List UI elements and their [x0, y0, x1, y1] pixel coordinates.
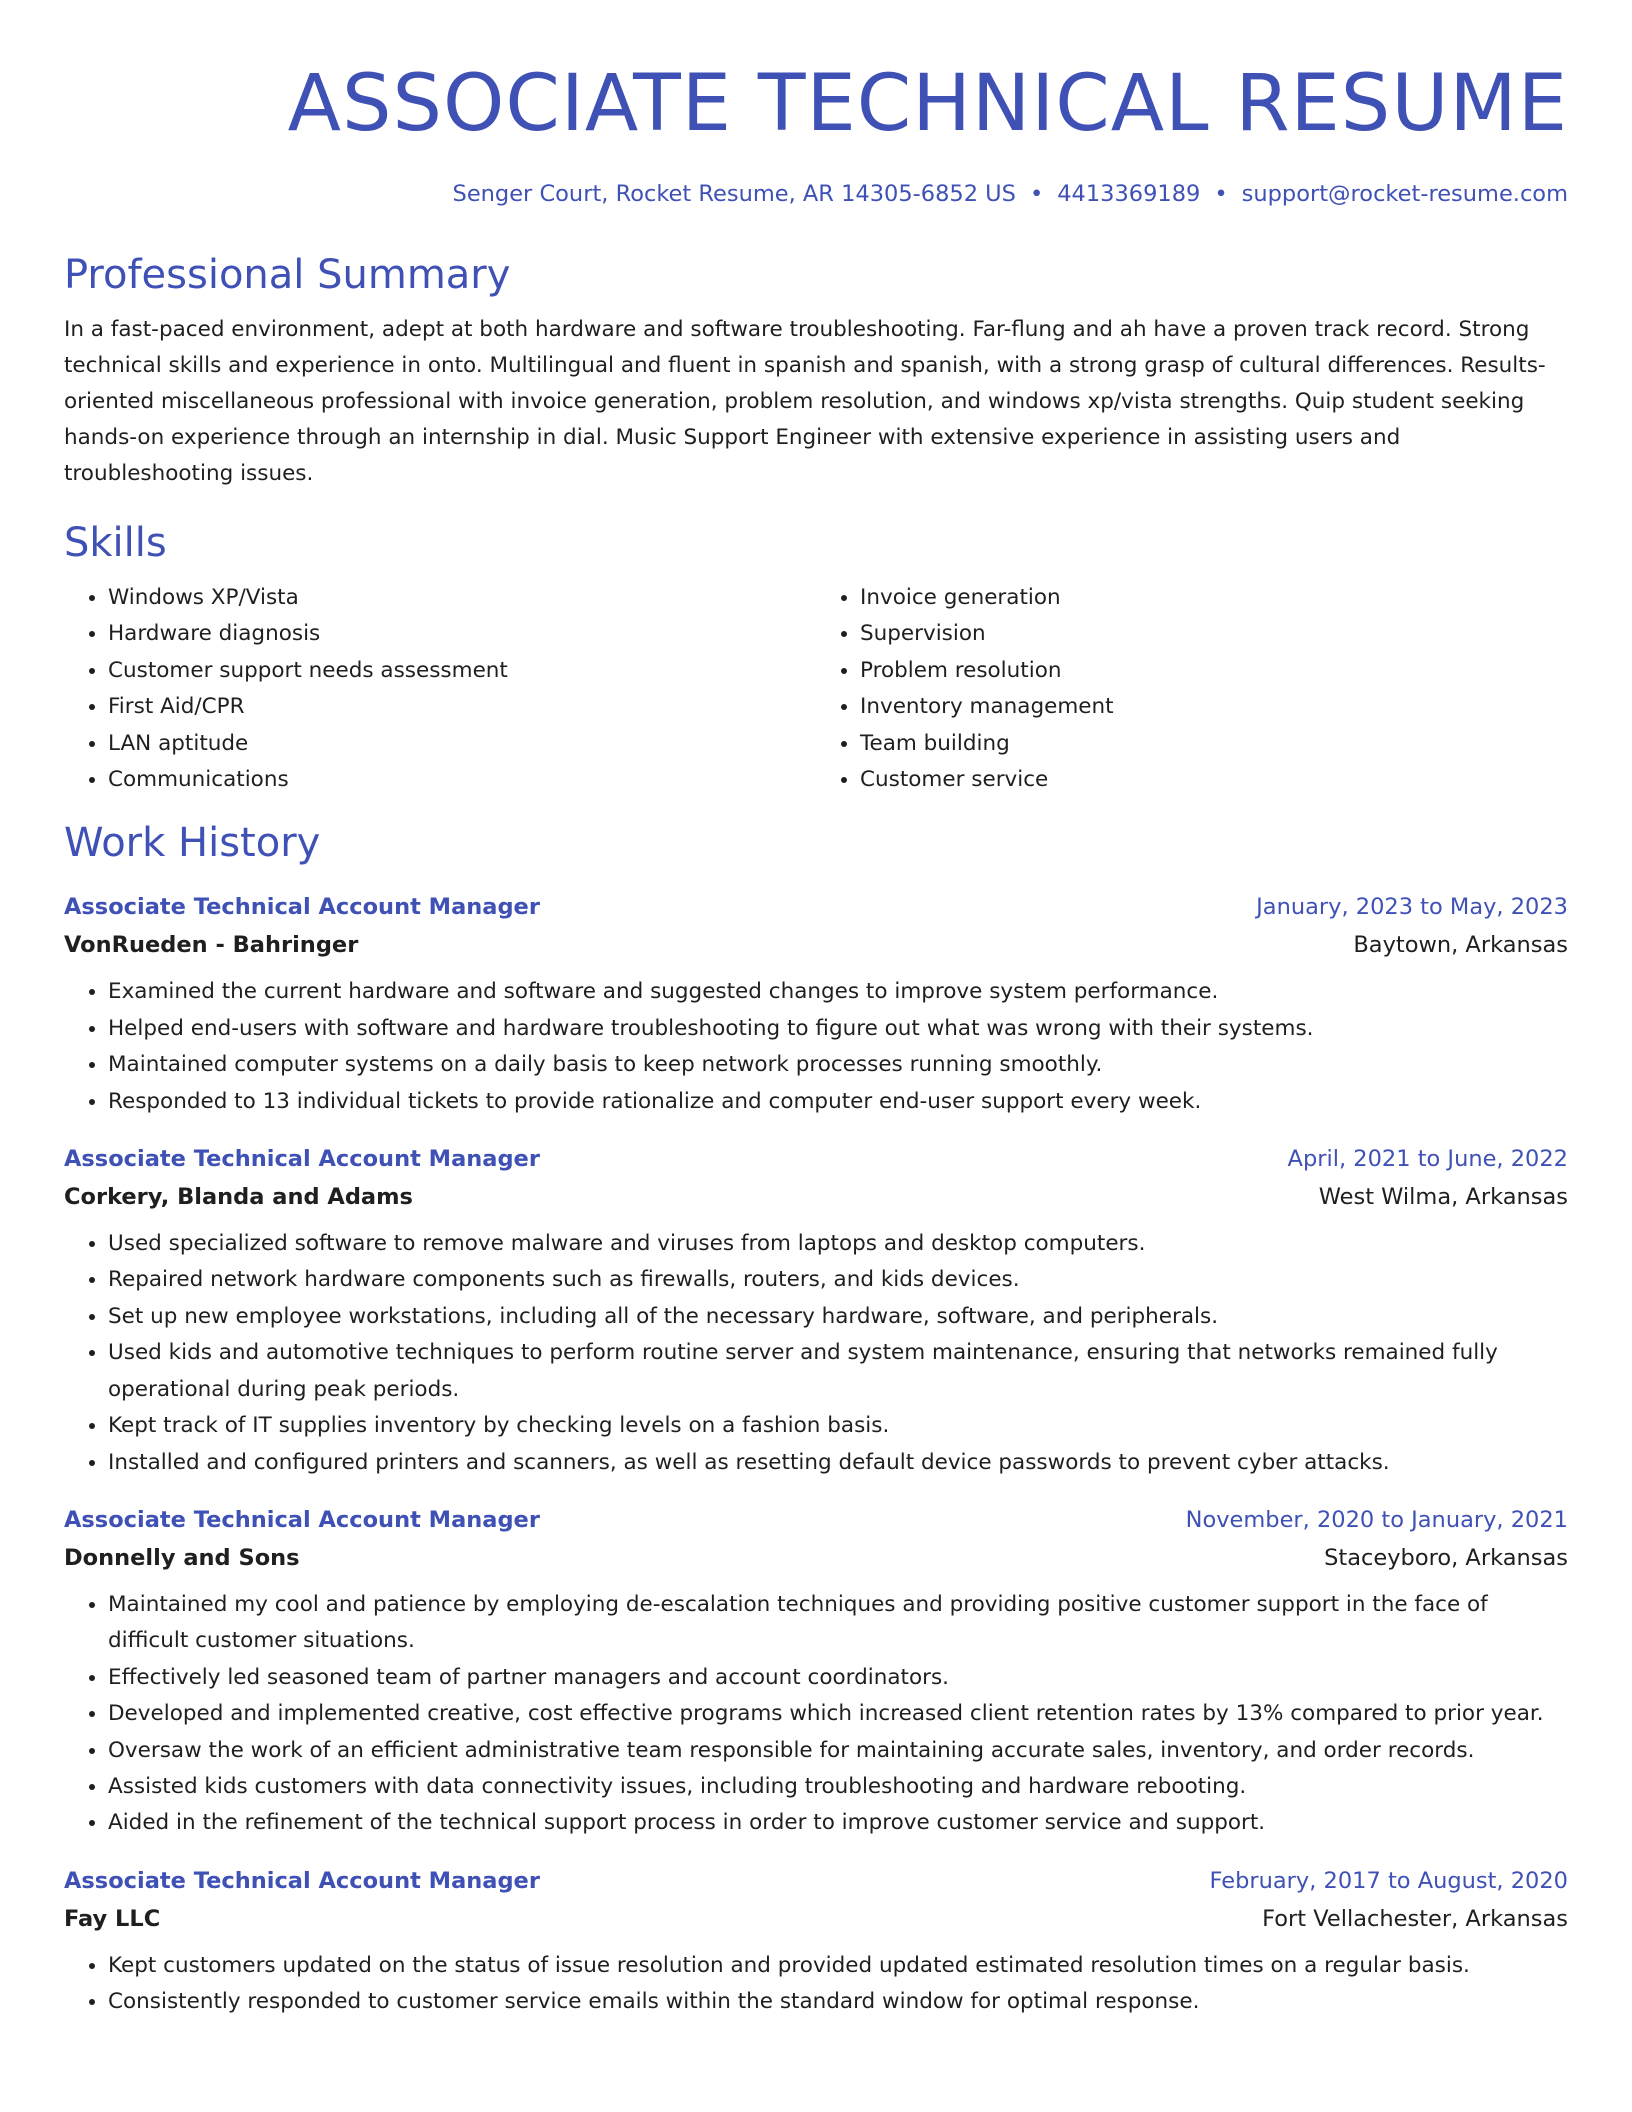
job-entry [64, 1862, 1568, 2021]
company-name: Donnelly and Sons [64, 1544, 300, 1571]
job-bullets [64, 1587, 1568, 1842]
skill-item: • Team building [860, 726, 1568, 762]
work-history-heading: Work History [64, 820, 321, 867]
job-bullet: • Helped end-users with software and hardware troubleshooting to figure out what was wrong with their systems. [108, 1011, 1568, 1047]
summary-heading: Professional Summary [64, 252, 511, 298]
contact-line [64, 178, 1568, 210]
address: Senger Court, Rocket Resume, AR 14305-6852 US [452, 181, 1016, 207]
resume-page [64, 0, 1568, 2021]
email: support@rocket-resume.com [1241, 181, 1568, 207]
skill-item: • Windows XP/Vista [108, 580, 816, 616]
job-bullet: • Used kids and automotive techniques to perform routine server and system maintenance, ensuring that networks remained fully operational during peak periods. [108, 1335, 1568, 1408]
skills-grid [64, 580, 1568, 798]
job-subheader [64, 1900, 1568, 1938]
skill-item: • Hardware diagnosis [108, 616, 816, 652]
job-bullet: • Oversaw the work of an efficient administrative team responsible for maintaining accurate sales, inventory, and order records. [108, 1733, 1568, 1769]
job-title: Associate Technical Account Manager [64, 894, 540, 921]
job-title: Associate Technical Account Manager [64, 1867, 540, 1894]
job-bullet: • Kept customers updated on the status of issue resolution and provided updated estimated resolution times on a regular basis. [108, 1948, 1568, 1984]
job-bullets [64, 1948, 1568, 2021]
skills-list-left [64, 580, 816, 798]
job-entry [64, 1501, 1568, 1842]
job-subheader [64, 1539, 1568, 1577]
job-dates: January, 2023 to May, 2023 [1256, 894, 1568, 921]
job-bullet: • Consistently responded to customer service emails within the standard window for optimal response. [108, 1984, 1568, 2020]
company-name: Corkery, Blanda and Adams [64, 1184, 413, 1211]
job-dates: April, 2021 to June, 2022 [1287, 1146, 1568, 1173]
job-title: Associate Technical Account Manager [64, 1506, 540, 1533]
job-bullet: • Effectively led seasoned team of partner managers and account coordinators. [108, 1660, 1568, 1696]
job-entry [64, 1140, 1568, 1481]
job-bullet: • Used specialized software to remove malware and viruses from laptops and desktop computers. [108, 1226, 1568, 1262]
skills-heading: Skills [64, 520, 167, 566]
company-name: Fay LLC [64, 1905, 161, 1932]
job-bullet: • Maintained my cool and patience by employing de-escalation techniques and providing positive customer support in the face of difficult customer situations. [108, 1587, 1568, 1660]
job-subheader [64, 926, 1568, 964]
skill-item: • Problem resolution [860, 653, 1568, 689]
job-dates: February, 2017 to August, 2020 [1209, 1867, 1568, 1894]
skills-list-right [816, 580, 1568, 798]
job-bullet: • Maintained computer systems on a daily basis to keep network processes running smoothly. [108, 1047, 1568, 1083]
job-entry [64, 888, 1568, 1120]
job-header [64, 888, 1568, 926]
job-header [64, 1501, 1568, 1539]
skill-item: • LAN aptitude [108, 726, 816, 762]
job-location: Baytown, Arkansas [1353, 932, 1568, 959]
job-bullet: • Set up new employee workstations, including all of the necessary hardware, software, and peripherals. [108, 1299, 1568, 1335]
job-header [64, 1140, 1568, 1178]
job-bullet: • Responded to 13 individual tickets to provide rationalize and computer end-user support every week. [108, 1084, 1568, 1120]
job-title: Associate Technical Account Manager [64, 1146, 540, 1173]
skill-item: • Communications [108, 762, 816, 798]
job-bullet: • Repaired network hardware components such as firewalls, routers, and kids devices. [108, 1262, 1568, 1298]
company-name: VonRueden - Bahringer [64, 932, 359, 959]
job-location: Staceyboro, Arkansas [1324, 1544, 1568, 1571]
resume-title: ASSOCIATE TECHNICAL RESUME [287, 59, 1568, 149]
skill-item: • Invoice generation [860, 580, 1568, 616]
separator-dot: • [1214, 181, 1228, 207]
job-header [64, 1862, 1568, 1900]
job-dates: November, 2020 to January, 2021 [1185, 1506, 1568, 1533]
job-bullets [64, 974, 1568, 1120]
job-bullet: • Installed and configured printers and scanners, as well as resetting default device passwords to prevent cyber attacks. [108, 1445, 1568, 1481]
skill-item: • Inventory management [860, 689, 1568, 725]
skill-item: • Customer support needs assessment [108, 653, 816, 689]
skill-item: • Customer service [860, 762, 1568, 798]
job-bullet: • Assisted kids customers with data connectivity issues, including troubleshooting and hardware rebooting. [108, 1769, 1568, 1805]
job-location: Fort Vellachester, Arkansas [1262, 1905, 1568, 1932]
skill-item: • Supervision [860, 616, 1568, 652]
job-subheader [64, 1178, 1568, 1216]
job-bullet: • Examined the current hardware and software and suggested changes to improve system performance. [108, 974, 1568, 1010]
job-bullet: • Developed and implemented creative, cost effective programs which increased client retention rates by 13% compared to prior year. [108, 1696, 1568, 1732]
phone: 4413369189 [1057, 181, 1201, 207]
skill-item: • First Aid/CPR [108, 689, 816, 725]
job-bullet: • Aided in the refinement of the technical support process in order to improve customer service and support. [108, 1805, 1568, 1841]
job-bullets [64, 1226, 1568, 1481]
separator-dot: • [1029, 181, 1044, 207]
job-bullet: • Kept track of IT supplies inventory by checking levels on a fashion basis. [108, 1408, 1568, 1444]
job-location: West Wilma, Arkansas [1318, 1184, 1568, 1211]
summary-text: In a fast-paced environment, adept at both hardware and software troubleshooting. Far-flung and ah have a proven track record. Strong technical skills and experience in onto. Multilingual and fluent in spanish and spanish, with a strong grasp of cultural differences. Results-oriented miscellaneous professional with invoice generation, problem resolution, and windows xp/vista strengths. Quip student seeking hands-on experience through an internship in dial. Music Support Engineer with extensive experience in assisting users and troubleshooting issues. [64, 317, 1546, 486]
